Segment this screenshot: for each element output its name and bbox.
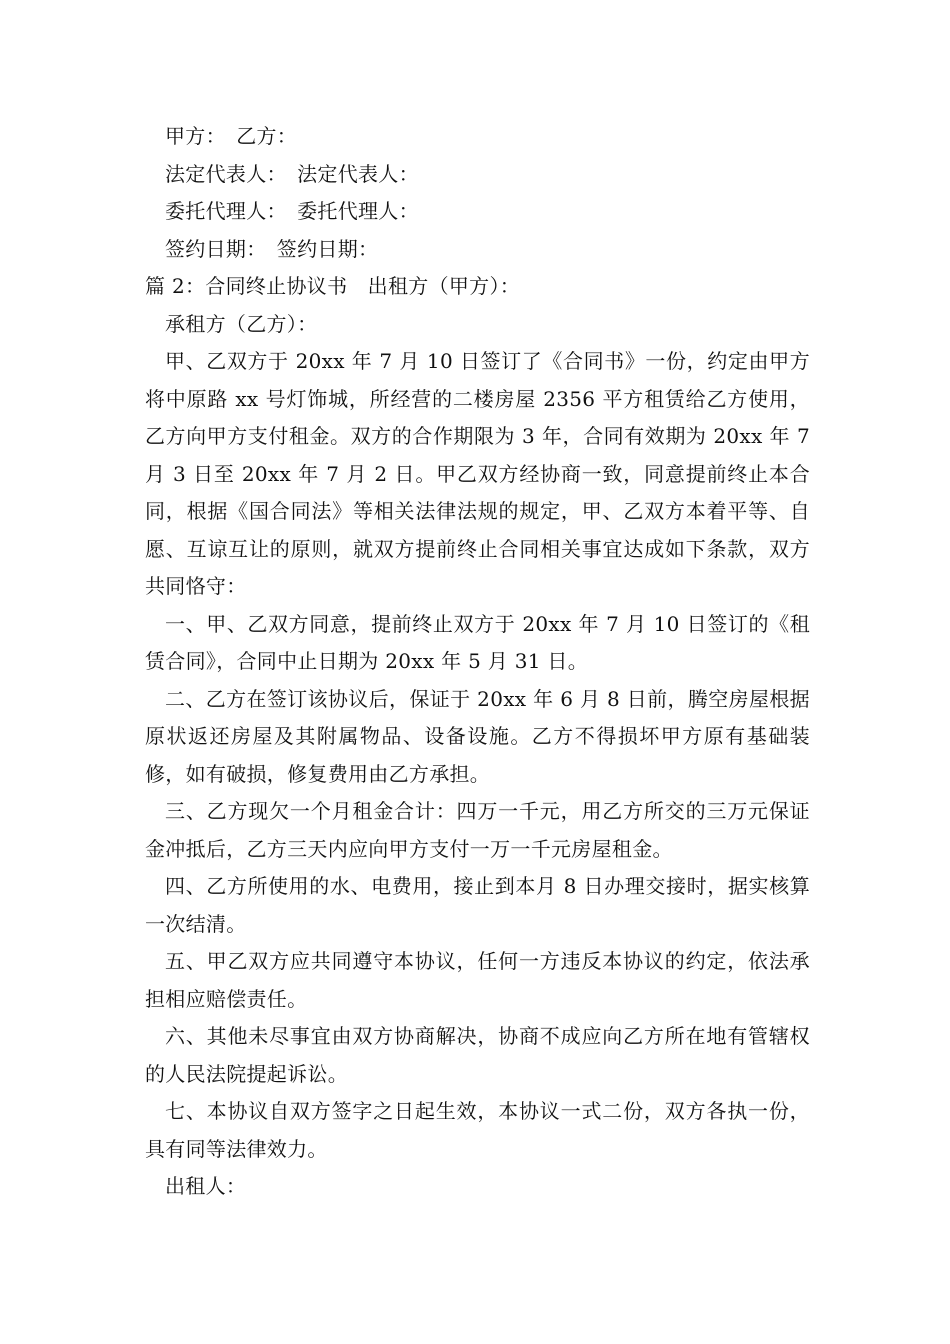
clause-2: 二、乙方在签订该协议后，保证于 20xx 年 6 月 8 日前，腾空房屋根据原状返还房屋及其附属物品、设备设施。乙方不得损坏甲方原有基础装修，如有破损，修复费用由乙方承担。 <box>145 686 810 786</box>
paragraph-intro: 甲、乙双方于 20xx 年 7 月 10 日签订了《合同书》一份，约定由甲方将中原路 xx 号灯饰城，所经营的二楼房屋 2356 平方租赁给乙方使用，乙方向甲方支付租金。双方的合作期限为 3 年，合同有效期为 20xx 年 7 月 3 日至 20xx 年 7 月 2 日。甲乙双方经协商一致，同意提前终止本合同，根据《国合同法》等相关法律法规的规定，甲、乙双方本着平等、自愿、互谅互让的原则，就双方提前终止合同相关事宜达成如下条款，双方共同恪守： <box>145 349 810 598</box>
clause-5: 五、甲乙双方应共同遵守本协议，任何一方违反本协议的约定，依法承担相应赔偿责任。 <box>145 949 810 1011</box>
clause-7: 七、本协议自双方签字之日起生效，本协议一式二份，双方各执一份，具有同等法律效力。 <box>145 1099 810 1161</box>
legal-representative-line: 法定代表人： 法定代表人： <box>165 161 419 186</box>
document-body <box>145 118 810 1206</box>
authorized-agent-line: 委托代理人： 委托代理人： <box>165 199 419 223</box>
clause-1: 一、甲、乙双方同意，提前终止双方于 20xx 年 7 月 10 日签订的《租赁合同》，合同中止日期为 20xx 年 5 月 31 日。 <box>145 611 810 673</box>
lessor-closing-line: 出租人： <box>165 1174 247 1198</box>
section-heading: 篇 2：合同终止协议书 出租方（甲方）： <box>145 274 521 298</box>
clause-4: 四、乙方所使用的水、电费用，接止到本月 8 日办理交接时，据实核算一次结清。 <box>145 874 810 936</box>
lessee-line: 承租方（乙方）： <box>165 311 318 336</box>
party-signature-line: 甲方： 乙方： <box>165 124 298 148</box>
clause-6: 六、其他未尽事宜由双方协商解决，协商不成应向乙方所在地有管辖权的人民法院提起诉讼。 <box>145 1024 810 1086</box>
clause-3: 三、乙方现欠一个月租金合计：四万一千元，用乙方所交的三万元保证金冲抵后，乙方三天内应向甲方支付一万一千元房屋租金。 <box>145 799 810 861</box>
signing-date-line: 签约日期： 签约日期： <box>165 236 379 261</box>
